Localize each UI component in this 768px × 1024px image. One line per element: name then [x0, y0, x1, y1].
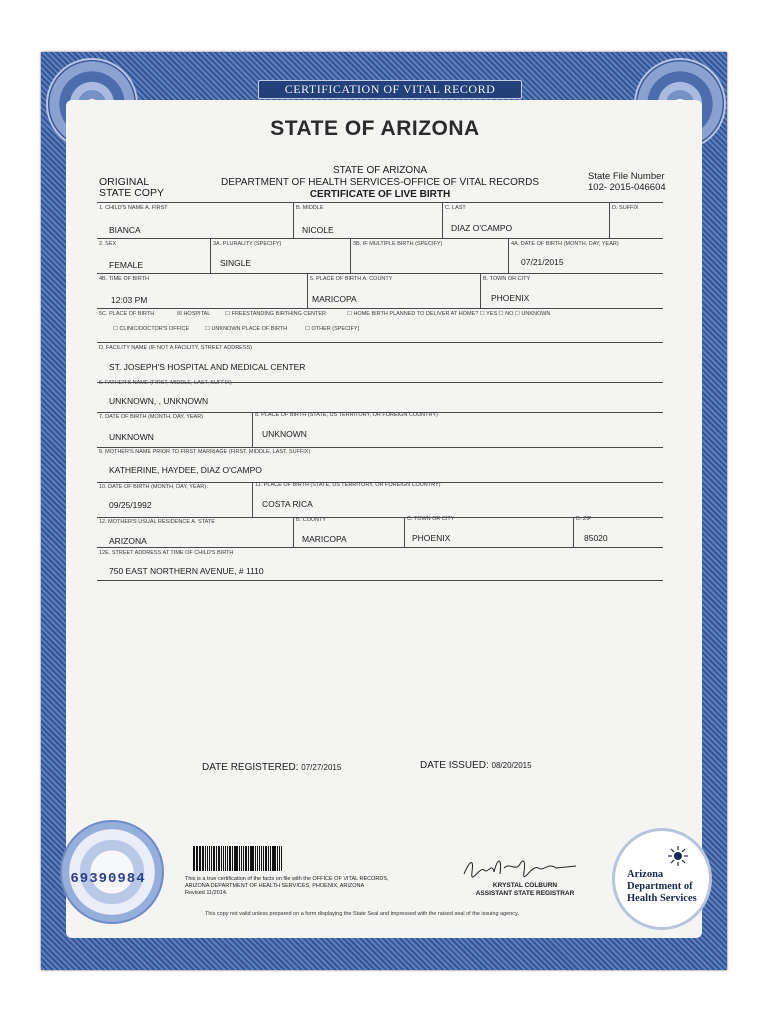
mother-dob-value: 09/25/1992: [109, 500, 152, 510]
registrar-signature: [460, 852, 580, 882]
father-pob-value: UNKNOWN: [262, 429, 307, 439]
date-issued-value: 08/20/2015: [491, 761, 532, 770]
zip-label: D. ZIP: [576, 516, 592, 522]
certification-statement: [185, 876, 389, 897]
child-first-name: BIANCA: [109, 225, 141, 235]
header-certificate: CERTIFICATE OF LIVE BIRTH: [309, 189, 451, 200]
barcode-bar: [263, 846, 265, 871]
zip-value: 85020: [584, 533, 608, 543]
place-unknown-checkbox: ☐ UNKNOWN PLACE OF BIRTH: [205, 326, 288, 332]
barcode-bar: [245, 846, 247, 871]
registrar-block: [470, 882, 580, 898]
barcode-bar: [227, 846, 228, 871]
validity-notice: This copy not valid unless prepared on a form displaying the State Seal and impressed with the raised seal of the issuing agency.: [205, 911, 519, 917]
control-number: 69390984: [70, 871, 146, 887]
mother-dob-label: 10. DATE OF BIRTH (MONTH, DAY, YEAR): [99, 484, 207, 490]
street-value: 750 EAST NORTHERN AVENUE, # 1110: [109, 566, 264, 576]
barcode-bar: [232, 846, 233, 871]
barcode-bar: [205, 846, 206, 871]
barcode-bar: [273, 846, 275, 871]
barcode-bar: [234, 846, 235, 871]
sun-icon: [667, 845, 689, 867]
residence-county-label: B. COUNTY: [296, 517, 326, 523]
header-state: STATE OF ARIZONA: [332, 165, 428, 176]
plurality-label: 3A. PLURALITY (SPECIFY): [213, 241, 282, 247]
barcode-bar: [241, 846, 242, 871]
place-home-checkbox: ☐ HOME BIRTH PLANNED TO DELIVER AT HOME? ☐ YES ☐ NO ☐ UNKNOWN: [347, 311, 551, 317]
dob-label: 4A. DATE OF BIRTH (MONTH, DAY, YEAR): [511, 241, 619, 247]
multiple-birth-label: 3B. IF MULTIPLE BIRTH (SPECIFY): [353, 241, 443, 247]
mother-pob-value: COSTA RICA: [262, 499, 313, 509]
barcode-bar: [243, 846, 244, 871]
time-value: 12:03 PM: [111, 295, 148, 305]
state-file-label: State File Number: [588, 171, 665, 182]
place-other-checkbox: ☐ OTHER (SPECIFY): [305, 326, 360, 332]
place-type-label: 5C. PLACE OF BIRTH: [99, 311, 155, 317]
date-registered-value: 07/27/2015: [301, 763, 342, 772]
barcode-bar: [209, 846, 210, 871]
header-department: DEPARTMENT OF HEALTH SERVICES-OFFICE OF VITAL RECORDS: [220, 177, 539, 188]
barcode-bar: [225, 846, 227, 871]
facility-value: ST. JOSEPH'S HOSPITAL AND MEDICAL CENTER: [109, 362, 306, 372]
child-last-name: DIAZ O'CAMPO: [451, 223, 513, 233]
barcode-bar: [255, 846, 256, 871]
place-county-value: MARICOPA: [312, 294, 357, 304]
barcode-bar: [235, 846, 237, 871]
facility-label: D. FACILITY NAME (IF NOT A FACILITY, STREET ADDRESS): [99, 345, 253, 351]
time-label: 4B. TIME OF BIRTH: [99, 276, 149, 282]
mother-value: KATHERINE, HAYDEE, DIAZ O'CAMPO: [109, 465, 262, 475]
cert-line-2: ARIZONA DEPARTMENT OF HEALTH SERVICES, PHOENIX, ARIZONA: [185, 883, 365, 889]
residence-town-label: C. TOWN OR CITY: [407, 516, 455, 522]
barcode-bar: [261, 846, 262, 871]
date-issued-label: DATE ISSUED:: [420, 760, 489, 771]
barcode-bar: [265, 846, 267, 871]
adhs-seal: [612, 828, 712, 930]
barcode-bar: [197, 846, 198, 871]
mother-pob-label: 11. PLACE OF BIRTH (STATE, US TERRITORY, OR FOREIGN COUNTRY): [255, 482, 441, 488]
alteration-warning: ANY ALTERATION OR ERASURE VOIDS THIS CERTIFICATE: [251, 927, 509, 937]
barcode-bar: [272, 846, 273, 871]
cert-line-3: Revised 11/2014.: [185, 890, 228, 896]
dob-value: 07/21/2015: [521, 257, 564, 267]
residence-county-value: MARICOPA: [302, 534, 347, 544]
barcode-bar: [270, 846, 271, 871]
place-hospital-checkbox: ☒ HOSPITAL: [177, 311, 211, 317]
place-clinic-checkbox: ☐ CLINIC/DOCTOR'S OFFICE: [113, 326, 190, 332]
barcode-bar: [211, 846, 213, 871]
barcode-bar: [223, 846, 224, 871]
barcode-bar: [221, 846, 222, 871]
barcode-bar: [250, 846, 251, 871]
date-issued: [420, 760, 532, 771]
barcode-bar: [259, 846, 260, 871]
father-value: UNKNOWN, , UNKNOWN: [109, 396, 209, 406]
sex-label: 2. SEX: [99, 241, 117, 247]
barcode-bar: [257, 846, 259, 871]
barcode-bar: [251, 846, 253, 871]
page-title: STATE OF ARIZONA: [270, 117, 480, 140]
barcode-bar: [229, 846, 231, 871]
cert-line-1: This is a true certification of the facts on file with the OFFICE OF VITAL RECORDS,: [185, 876, 389, 882]
father-dob-value: UNKNOWN: [109, 432, 154, 442]
barcode-bar: [239, 846, 241, 871]
child-last-label: C. LAST: [445, 205, 466, 211]
registrar-title: ASSISTANT STATE REGISTRAR: [475, 890, 575, 897]
barcode-bar: [281, 846, 282, 871]
child-first-label: 1. CHILD'S NAME A. FIRST: [99, 205, 168, 211]
barcode-bar: [216, 846, 217, 871]
mother-label: 9. MOTHER'S NAME PRIOR TO FIRST MARRIAGE (FIRST, MIDDLE, LAST, SUFFIX): [99, 449, 311, 455]
date-registered: [202, 762, 341, 773]
barcode-bar: [202, 846, 204, 871]
barcode-bar: [248, 846, 249, 871]
barcode-bar: [196, 846, 197, 871]
original-line2: STATE COPY: [99, 187, 164, 199]
town-label: B. TOWN OR CITY: [483, 276, 531, 282]
certification-banner: CERTIFICATION OF VITAL RECORD: [258, 80, 522, 99]
father-label: 6. FATHER'S NAME (FIRST, MIDDLE, LAST, SUFFIX): [99, 380, 232, 386]
barcode-bar: [213, 846, 215, 871]
birth-record-form: [97, 202, 663, 582]
adhs-line-2: Department of: [627, 881, 693, 892]
date-registered-label: DATE REGISTERED:: [202, 762, 299, 773]
child-middle-name: NICOLE: [302, 225, 334, 235]
adhs-line-1: Arizona: [627, 869, 664, 880]
child-middle-label: B. MIDDLE: [296, 205, 324, 211]
barcode-bar: [199, 846, 201, 871]
barcode-bar: [268, 846, 269, 871]
registrar-name: KRYSTAL COLBURN: [492, 882, 558, 889]
state-file-number: [588, 171, 666, 193]
barcode-bar: [277, 846, 278, 871]
original-line1: ORIGINAL: [99, 176, 150, 188]
barcode-bar: [193, 846, 195, 871]
plurality-value: SINGLE: [220, 258, 252, 268]
original-state-copy: [99, 177, 164, 199]
residence-town-value: PHOENIX: [412, 533, 451, 543]
sex-value: FEMALE: [109, 260, 144, 270]
barcode: [193, 846, 283, 871]
suffix-label: D. SUFFIX: [612, 205, 639, 211]
residence-state-label: 12. MOTHER'S USUAL RESIDENCE A. STATE: [99, 519, 215, 525]
street-label: 12E. STREET ADDRESS AT TIME OF CHILD'S BIRTH: [99, 550, 234, 556]
father-pob-label: 8. PLACE OF BIRTH (STATE, US TERRITORY, OR FOREIGN COUNTRY): [255, 412, 438, 418]
barcode-bar: [218, 846, 220, 871]
father-dob-label: 7. DATE OF BIRTH (MONTH, DAY, YEAR): [99, 414, 204, 420]
barcode-bar: [279, 846, 281, 871]
adhs-line-3: Health Services: [627, 893, 697, 904]
town-value: PHOENIX: [491, 293, 530, 303]
barcode-bar: [207, 846, 208, 871]
place-county-label: 5. PLACE OF BIRTH A. COUNTY: [310, 276, 393, 282]
state-file-value: 102- 2015-046604: [588, 182, 666, 193]
residence-state-value: ARIZONA: [109, 536, 147, 546]
place-freestanding-checkbox: ☐ FREESTANDING BIRTHING CENTER: [225, 311, 326, 317]
